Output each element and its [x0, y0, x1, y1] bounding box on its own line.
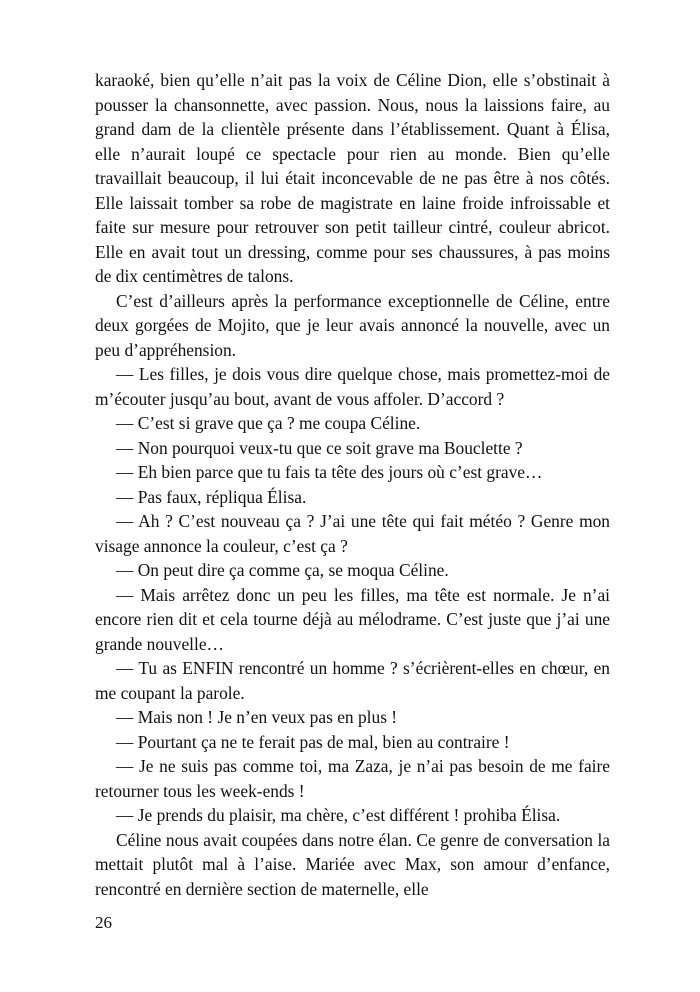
paragraph: karaoké, bien qu’elle n’ait pas la voix de Céline Dion, elle s’obstinait à pousser la chansonnette, avec passion. Nous, nous la laissions faire, au grand dam de la clientèle présente dans l’établissement. Quant à Élisa, elle n’aurait loupé ce spectacle pour rien au monde. Bien qu’elle travaillait beaucoup, il lui était inconcevable de ne pas être à nos côtés. Elle laissait tomber sa robe de magistrate en laine froide infroissable et faite sur mesure pour retrouver son petit tailleur cintré, couleur abricot. Elle en avait tout un dressing, comme pour ses chaussures, à pas moins de dix centimètres de talons. [95, 70, 610, 286]
dialogue-line: — C’est si grave que ça ? me coupa Céline. [116, 413, 421, 433]
dialogue-line: — Pourtant ça ne te ferait pas de mal, bien au contraire ! [116, 731, 510, 752]
dialogue-line: — Mais non ! Je n’en veux pas en plus ! [116, 707, 398, 727]
dialogue-line: — Je prends du plaisir, ma chère, c’est différent ! prohiba Élisa. [116, 805, 561, 825]
dialogue-line: — Tu as ENFIN rencontré un homme ? s’écrièrent-elles en chœur, en me coupant la parole. [95, 658, 610, 703]
paragraph: Céline nous avait coupées dans notre élan. Ce genre de conversation la mettait plutôt mal à l’aise. Mariée avec Max, son amour d’enfance, rencontré en dernière section de maternelle, elle [95, 829, 610, 899]
page-number: 26 [95, 913, 112, 932]
dialogue-line: — On peut dire ça comme ça, se moqua Céline. [116, 560, 449, 580]
page-body [95, 68, 610, 901]
paragraph: C’est d’ailleurs après la performance exceptionnelle de Céline, entre deux gorgées de Mojito, que je leur avais annoncé la nouvelle, avec un peu d’appréhension. [95, 290, 610, 360]
dialogue-line: — Ah ? C’est nouveau ça ? J’ai une tête qui fait météo ? Genre mon visage annonce la couleur, c’est ça ? [95, 511, 610, 556]
dialogue-line: — Pas faux, répliqua Élisa. [116, 486, 307, 507]
dialogue-line: — Mais arrêtez donc un peu les filles, ma tête est normale. Je n’ai encore rien dit et cela tourne déjà au mélodrame. C’est juste que j’ai une grande nouvelle… [95, 584, 610, 654]
dialogue-line: — Les filles, je dois vous dire quelque chose, mais promettez-moi de m’écouter jusqu’au bout, avant de vous affoler. D’accord ? [95, 364, 610, 409]
dialogue-line: — Eh bien parce que tu fais ta tête des jours où c’est grave… [116, 462, 543, 482]
dialogue-line: — Je ne suis pas comme toi, ma Zaza, je n’ai pas besoin de me faire retourner tous les week-ends ! [95, 756, 610, 801]
dialogue-line: — Non pourquoi veux-tu que ce soit grave ma Bouclette ? [116, 437, 523, 458]
